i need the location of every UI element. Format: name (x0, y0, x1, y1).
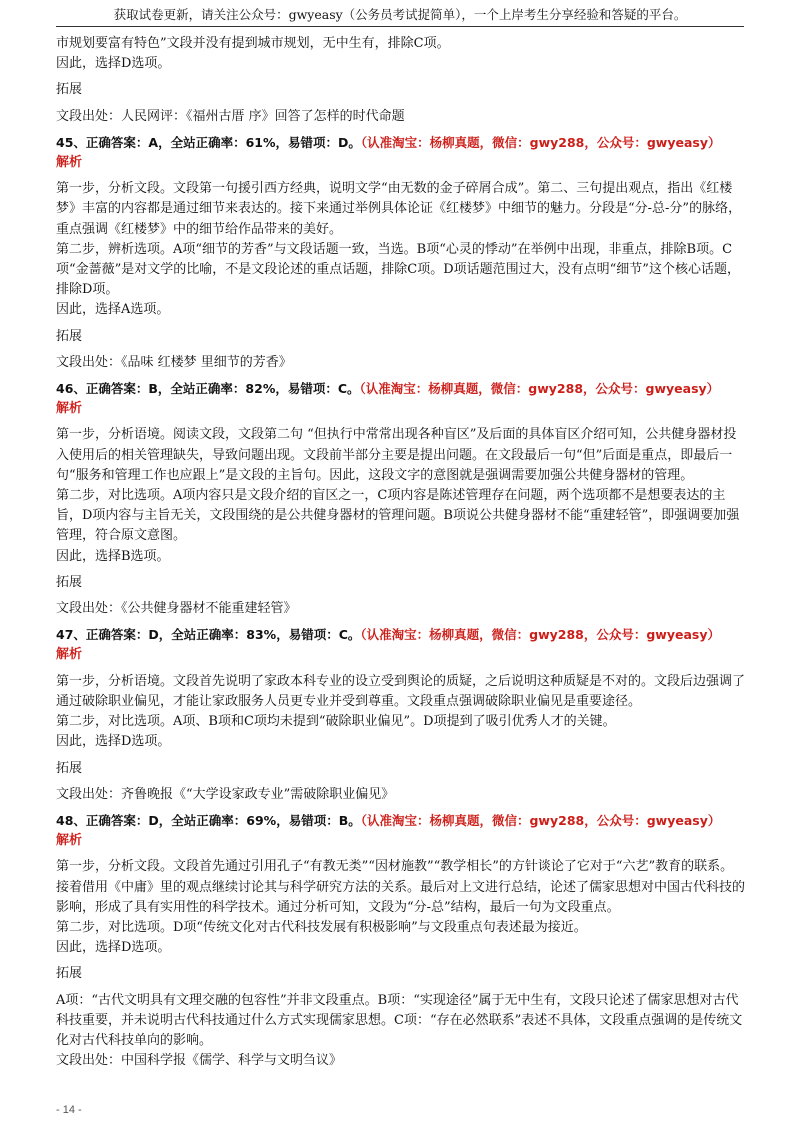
source-line: 文段出处：《公共健身器材不能重建轻管》 (56, 601, 297, 617)
source-line: 文段出处：中国科学报《儒学、科学与文明刍议》 (56, 1053, 343, 1069)
analysis-paragraph: 因此，选择B选项。 (56, 548, 170, 564)
intro-line: 因此，选择D选项。 (56, 56, 171, 72)
promo-text: （认准淘宝：杨柳真题，微信：gwy288，公众号：gwyeasy） (360, 627, 721, 643)
page-number: - 14 - (56, 1104, 82, 1116)
answer-line: 48、正确答案：D，全站正确率：69%，易错项：B。（认准淘宝：杨柳真题，微信：gwy288，公众号：gwyeasy） (56, 812, 721, 828)
document-body (56, 34, 746, 1071)
promo-text: （认准淘宝：杨柳真题，微信：gwy288，公众号：gwyeasy） (360, 134, 721, 150)
jiexi-label: 解析 (56, 647, 83, 663)
jiexi-label: 解析 (56, 833, 83, 849)
source-line: 文段出处：齐鲁晚报《“大学设家政专业”需破除职业偏见》 (56, 786, 395, 802)
tuozhan-label: 拓展 (56, 574, 83, 590)
answer-line: 45、正确答案：A，全站正确率：61%，易错项：D。（认准淘宝：杨柳真题，微信：gwy288，公众号：gwyeasy） (56, 134, 721, 150)
jiexi-label: 解析 (56, 401, 83, 417)
analysis-paragraph: 第一步，分析文段。文段首先通过引用孔子“有教无类”“因材施教”“教学相长”的方针谈论了它对于“六艺”教育的联系。接着借用《中庸》里的观点继续讨论其与科学研究方法的关系。最后对上文进行总结，论述了儒家思想对中国古代科技的影响，形成了具有实用性的科学技术。通过分析可知，文段为“分-总”结构，最后一句为文段重点。 (56, 859, 746, 915)
page-header: 获取试卷更新，请关注公众号：gwyeasy（公务员考试捉简单），一个上岸考生分享经验和答疑的平台。 (56, 6, 744, 27)
tuozhan-label: 拓展 (56, 760, 83, 776)
extra-paragraph: A项：“古代文明具有文理交融的包容性”并非文段重点。B项：“实现途径”属于无中生有，文段只论述了儒家思想对古代科技重要，并未说明古代科技通过什么方式实现儒家思想。C项：“存在必然联系”表述不具体，文段重点强调的是传统文化对古代科技单向的影响。 (56, 992, 743, 1048)
analysis-paragraph: 第二步，对比选项。D项“传统文化对古代科技发展有积极影响”与文段重点句表述最为接近。 (56, 919, 587, 935)
analysis-paragraph: 第一步，分析文段。文段第一句援引西方经典，说明文学“由无数的金子碎屑合成”。第二、三句提出观点，指出《红楼梦》丰富的内容都是通过细节来表达的。接下来通过举例具体论证《红楼梦》中细节的魅力。分段是“分-总-分”的脉络，重点强调《红楼梦》中的细节给作品带来的美好。 (56, 181, 742, 237)
analysis-paragraph: 第二步，对比选项。A项、B项和C项均未提到“破除职业偏见”。D项提到了吸引优秀人才的关键。 (56, 714, 616, 730)
answer-line: 47、正确答案：D，全站正确率：83%，易错项：C。（认准淘宝：杨柳真题，微信：gwy288，公众号：gwyeasy） (56, 627, 721, 643)
analysis-paragraph: 因此，选择A选项。 (56, 302, 170, 318)
analysis-paragraph: 因此，选择D选项。 (56, 940, 171, 956)
promo-text: （认准淘宝：杨柳真题，微信：gwy288，公众号：gwyeasy） (360, 812, 721, 828)
answer-line: 46、正确答案：B，全站正确率：82%，易错项：C。（认准淘宝：杨柳真题，微信：gwy288，公众号：gwyeasy） (56, 381, 720, 397)
source-line: 文段出处：人民网评：《福州古厝 序》回答了怎样的时代命题 (56, 108, 405, 124)
analysis-paragraph: 第二步，对比选项。A项内容只是文段介绍的盲区之一，C项内容是陈述管理存在问题，两个选项都不是想要表达的主旨，D项内容与主旨无关，文段围绕的是公共健身器材的管理问题。B项说公共健身器材不能“重建轻管”，即强调要加强管理，符合原文意图。 (56, 488, 740, 544)
tuozhan-label: 拓展 (56, 966, 83, 982)
source-line: 文段出处：《品味 红楼梦 里细节的芳香》 (56, 354, 292, 370)
analysis-paragraph: 第一步，分析语境。阅读文段，文段第二句 “但执行中常常出现各种盲区”及后面的具体盲区介绍可知，公共健身器材投入使用后的相关管理缺失，导致问题出现。文段前半部分主要是提出问题。在文段最后一句“但”后面是重点，即最后一句“服务和管理工作也应跟上”是文段的主旨句。因此，这段文字的意图就是强调需要加强公共健身器材的管理。 (56, 427, 737, 483)
intro-line: 市规划要富有特色”文段并没有提到城市规划，无中生有，排除C项。 (56, 36, 450, 51)
analysis-paragraph: 第二步，辨析选项。A项“细节的芳香”与文段话题一致，当选。B项“心灵的悸动”在举例中出现，非重点，排除B项。C项“金蔷薇”是对文学的比喻，不是文段论述的重点话题，排除C项。D项话题范围过大，没有点明“细节”这个核心话题，排除D项。 (56, 241, 740, 298)
tuozhan-label: 拓展 (56, 328, 83, 344)
tuozhan-label: 拓展 (56, 82, 83, 98)
analysis-paragraph: 因此，选择D选项。 (56, 734, 171, 750)
promo-text: （认准淘宝：杨柳真题，微信：gwy288，公众号：gwyeasy） (359, 381, 720, 397)
analysis-paragraph: 第一步，分析语境。文段首先说明了家政本科专业的设立受到舆论的质疑，之后说明这种质疑是不对的。文段后边强调了通过破除职业偏见，才能让家政服务人员更专业并受到尊重。文段重点强调破除职业偏见是重要途径。 (56, 673, 746, 709)
jiexi-label: 解析 (56, 155, 83, 171)
